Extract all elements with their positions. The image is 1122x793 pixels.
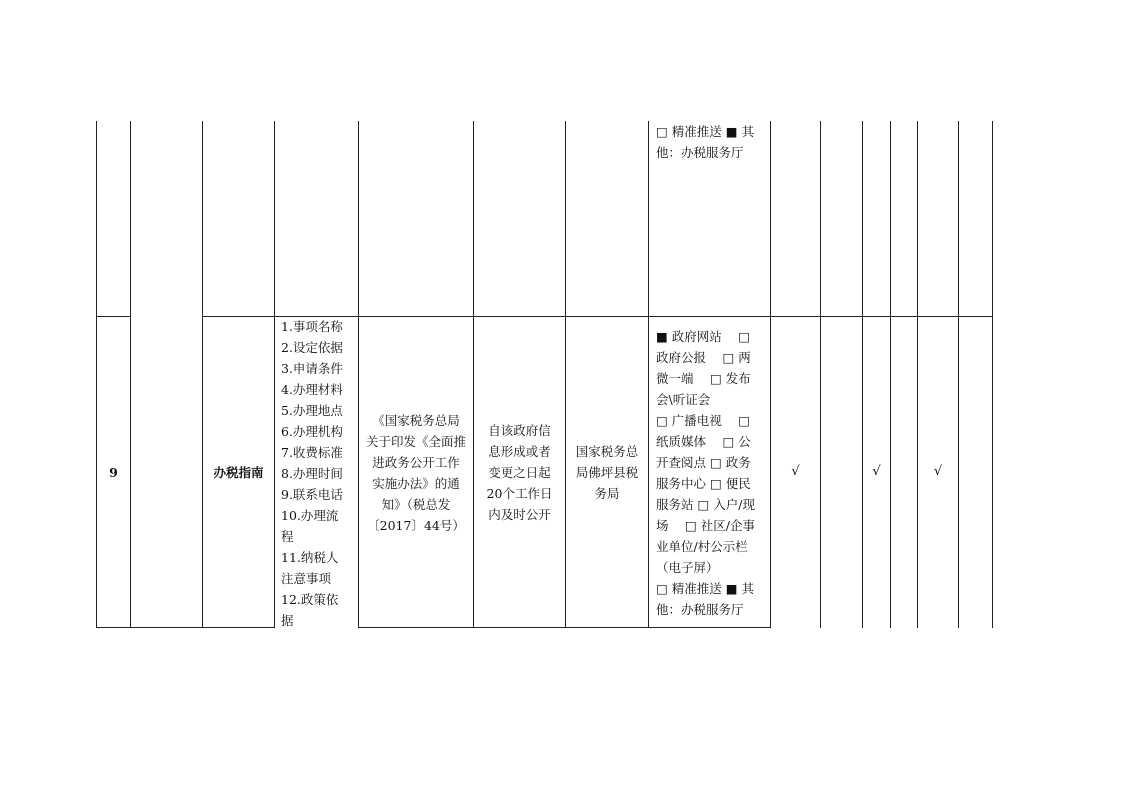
basis-line: 进政务公开工作 — [372, 455, 460, 470]
basis-line: 〔2017〕44号） — [367, 518, 465, 533]
channel-line: 他：办税服务厅 — [656, 602, 744, 617]
content-item: 5.办理地点 — [281, 403, 343, 418]
channel-line: 业单位/村公示栏 — [656, 539, 748, 554]
channel-line: 他：办税服务厅 — [656, 145, 744, 160]
content-item: 注意事项 — [281, 571, 332, 586]
channel-line: （电子屏） — [656, 560, 719, 575]
channel-line: 服务站 □ 入户/现 — [656, 497, 755, 512]
publishing-agency — [566, 441, 648, 504]
agency-line: 局佛坪县税 — [575, 465, 639, 480]
time-line: 息形成或者 — [488, 444, 551, 459]
channel-line: 服务中心 □ 便民 — [656, 476, 751, 491]
content-item: 9.联系电话 — [281, 487, 343, 502]
channels-cell-continued — [656, 121, 768, 163]
grid-line — [890, 121, 891, 628]
grid-line — [473, 121, 474, 628]
grid-line — [565, 121, 566, 628]
grid-line — [770, 121, 771, 628]
basis-line: 《国家税务总局 — [372, 413, 460, 428]
grid-line — [992, 121, 993, 628]
content-item: 据 — [281, 613, 294, 628]
channel-line: 微一端 □ 发布 — [656, 371, 751, 386]
channel-line: 开查阅点 □ 政务 — [656, 455, 751, 470]
channel-line: □ 广播电视 □ — [656, 413, 751, 428]
content-item: 1.事项名称 — [281, 319, 343, 334]
content-item: 2.设定依据 — [281, 340, 343, 355]
publishing-channels — [656, 326, 769, 620]
channel-line: 会\听证会 — [656, 392, 711, 407]
item-subject: 办税指南 — [213, 464, 264, 480]
time-line: 自该政府信 — [488, 423, 551, 438]
content-item: 11.纳税人 — [281, 550, 339, 565]
content-item: 4.办理材料 — [281, 382, 343, 397]
agency-line: 务局 — [594, 486, 620, 501]
content-item: 10.办理流 — [281, 508, 339, 523]
basis-line: 实施办法》的通 — [372, 476, 460, 491]
content-item: 8.办理时间 — [281, 466, 343, 481]
legal-basis — [359, 410, 473, 536]
time-limit — [474, 420, 565, 525]
table-bottom-border — [358, 627, 771, 628]
grid-line — [648, 121, 649, 628]
channel-line: 纸质媒体 □ 公 — [656, 434, 751, 449]
public-content-list — [281, 316, 357, 631]
time-line: 20个工作日 — [486, 486, 553, 501]
channel-line: □ 精准推送 ■ 其 — [656, 124, 755, 139]
row-number: 9 — [109, 464, 118, 480]
basis-line: 关于印发《全面推 — [365, 434, 466, 449]
grid-line — [862, 121, 863, 628]
content-item: 3.申请条件 — [281, 361, 343, 376]
grid-line — [820, 121, 821, 628]
content-item: 6.办理机构 — [281, 424, 343, 439]
table-bottom-border — [96, 627, 275, 628]
channel-line: 场 □ 社区/企事 — [656, 518, 755, 533]
grid-line — [958, 121, 959, 628]
channel-line: 政府公报 □ 两 — [656, 350, 751, 365]
grid-line — [274, 121, 275, 628]
grid-line — [917, 121, 918, 628]
grid-line — [358, 121, 359, 628]
content-item: 7.收费标准 — [281, 445, 343, 460]
content-item: 程 — [281, 529, 294, 544]
channel-line: □ 精准推送 ■ 其 — [656, 581, 755, 596]
agency-line: 国家税务总 — [575, 444, 639, 459]
channel-line: ■ 政府网站 □ — [656, 329, 751, 344]
check-mark-county-level: √ — [933, 464, 943, 479]
content-item: 12.政策依 — [281, 592, 339, 607]
basis-line: 知》（税总发 — [381, 497, 451, 512]
time-line: 内及时公开 — [488, 507, 551, 522]
time-line: 变更之日起 — [488, 465, 551, 480]
check-mark-public-to-all: √ — [791, 464, 800, 479]
grid-line — [130, 121, 131, 628]
check-mark-proactive: √ — [872, 464, 881, 479]
